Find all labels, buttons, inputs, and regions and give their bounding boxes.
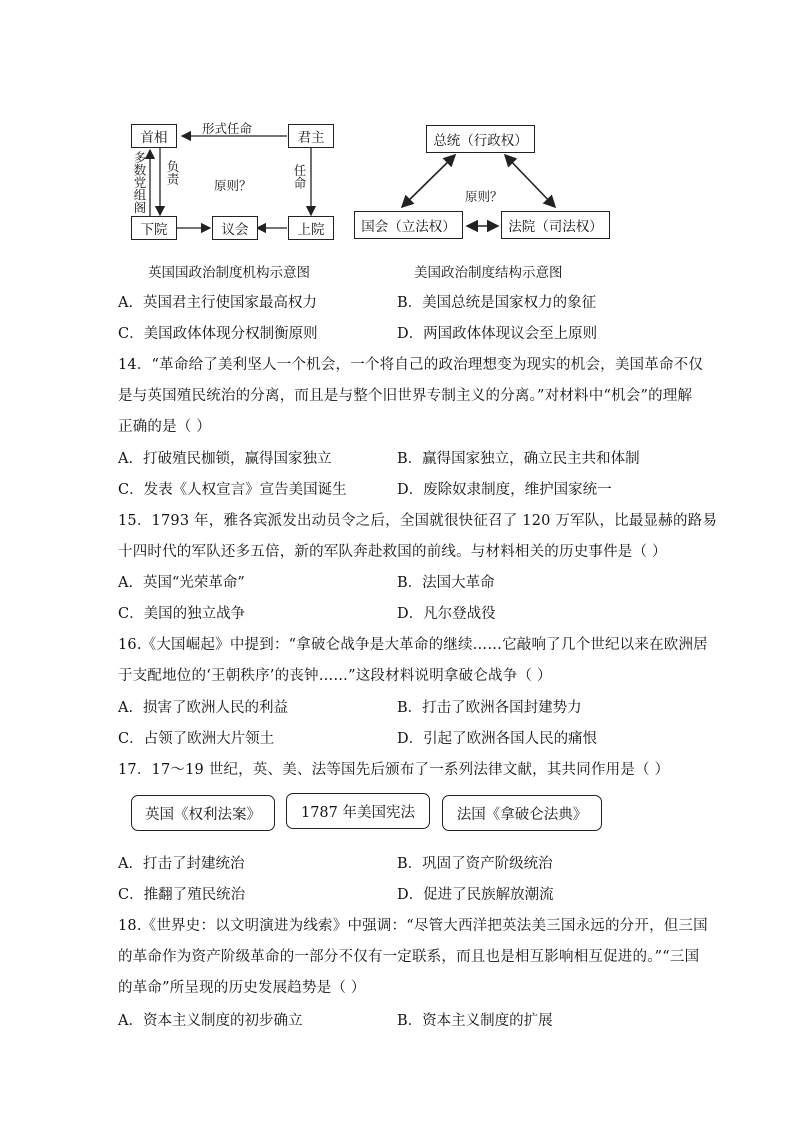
formal-appoint-label: 形式任命: [202, 121, 253, 136]
q17-option-c[interactable]: C．推翻了殖民统治: [118, 887, 246, 903]
us-diagram-caption: 美国政治制度结构示意图: [414, 265, 563, 281]
q16-stem-line2: 于支配地位的‘王朝秩序’的丧钟……”这段材料说明拿破仑战争（ ）: [118, 668, 552, 684]
appoint-label: 任命: [292, 164, 307, 189]
q18-stem-line1: 18.《世界史：以文明演进为线索》中强调：“尽管大西洋把英法美三国永远的分开，但三国: [118, 918, 708, 934]
doc-bill-of-rights: 英国《权利法案》: [131, 795, 275, 831]
q18-option-a[interactable]: A．资本主义制度的初步确立: [118, 1013, 303, 1029]
q15-option-c[interactable]: C．美国的独立战争: [118, 606, 246, 622]
pm-box: 首相: [131, 124, 177, 148]
q18-option-b[interactable]: B．资本主义制度的扩展: [397, 1013, 553, 1029]
q13-option-c[interactable]: C．美国政体体现分权制衡原则: [118, 326, 318, 342]
monarch-box: 君主: [288, 124, 334, 148]
parliament-box: 议会: [212, 216, 258, 240]
court-box: 法院（司法权）: [501, 211, 610, 239]
q13-option-d[interactable]: D．两国政体体现议会至上原则: [397, 326, 598, 342]
q17-stem-line1: 17．17～19 世纪，英、美、法等国先后颁布了一系列法律文献，其共同作用是（ ）: [118, 762, 670, 778]
q17-option-b[interactable]: B．巩固了资产阶级统治: [397, 856, 553, 872]
q15-stem-line1: 15．1793 年，雅各宾派发出动员令之后，全国就很快征召了 120 万军队，比最显赫的路易: [118, 513, 718, 529]
q18-stem-line3: 的革命”所呈现的历史发展趋势是（ ）: [118, 980, 366, 996]
uk-diagram-caption: 英国国政治制度机构示意图: [148, 265, 310, 281]
q17-option-d[interactable]: D．促进了民族解放潮流: [397, 887, 554, 903]
q15-option-d[interactable]: D．凡尔登战役: [397, 606, 496, 622]
president-box: 总统（行政权）: [426, 125, 535, 153]
q16-option-b[interactable]: B．打击了欧洲各国封建势力: [397, 700, 582, 716]
q17-option-a[interactable]: A．打击了封建统治: [118, 856, 245, 872]
q16-option-c[interactable]: C．占领了欧洲大片领土: [118, 731, 275, 747]
uk-diagram-arrows: [0, 0, 794, 300]
q14-stem-line2: 是与英国殖民统治的分离，而且是与整个旧世界专制主义的分离。”对材料中“机会”的理解: [118, 388, 693, 404]
q15-option-b[interactable]: B．法国大革命: [397, 575, 495, 591]
q14-option-b[interactable]: B．赢得国家独立，确立民主共和体制: [397, 451, 640, 467]
lower-house-box: 下院: [131, 216, 177, 240]
doc-napoleonic-code: 法国《拿破仑法典》: [442, 795, 602, 831]
uk-principle-label: 原则？: [214, 178, 252, 193]
majority-party-label: 多数党组阁: [132, 151, 147, 214]
upper-house-box: 上院: [288, 216, 334, 240]
q14-option-c[interactable]: C．发表《人权宣言》宣告美国诞生: [118, 482, 347, 498]
q16-option-d[interactable]: D．引起了欧洲各国人民的痛恨: [397, 731, 598, 747]
q14-stem-line1: 14．“革命给了美利坚人一个机会，一个将自己的政治理想变为现实的机会，美国革命不仅: [118, 357, 704, 373]
q15-option-a[interactable]: A．英国“光荣革命”: [118, 575, 245, 591]
q14-option-d[interactable]: D．废除奴隶制度，维护国家统一: [397, 482, 612, 498]
responsible-label: 负责: [165, 160, 180, 185]
q14-option-a[interactable]: A．打破殖民枷锁，赢得国家独立: [118, 451, 332, 467]
us-principle-label: 原则？: [465, 189, 503, 204]
q13-option-a[interactable]: A．英国君主行使国家最高权力: [118, 295, 317, 311]
q18-stem-line2: 的革命作为资产阶级革命的一部分不仅有一定联系，而且也是相互影响相互促进的。”“三国: [118, 949, 700, 965]
q14-stem-line3: 正确的是（ ）: [118, 419, 212, 435]
q15-stem-line2: 十四时代的军队还多五倍，新的军队奔赴救国的前线。与材料相关的历史事件是（ ）: [118, 544, 667, 560]
q16-option-a[interactable]: A．损害了欧洲人民的利益: [118, 700, 288, 716]
q16-stem-line1: 16.《大国崛起》中提到：“拿破仑战争是大革命的继续……它敲响了几个世纪以来在欧洲居: [118, 637, 708, 653]
doc-us-constitution: 1787 年美国宪法: [286, 793, 430, 829]
congress-box: 国会（立法权）: [354, 211, 463, 239]
q13-option-b[interactable]: B．美国总统是国家权力的象征: [397, 295, 597, 311]
